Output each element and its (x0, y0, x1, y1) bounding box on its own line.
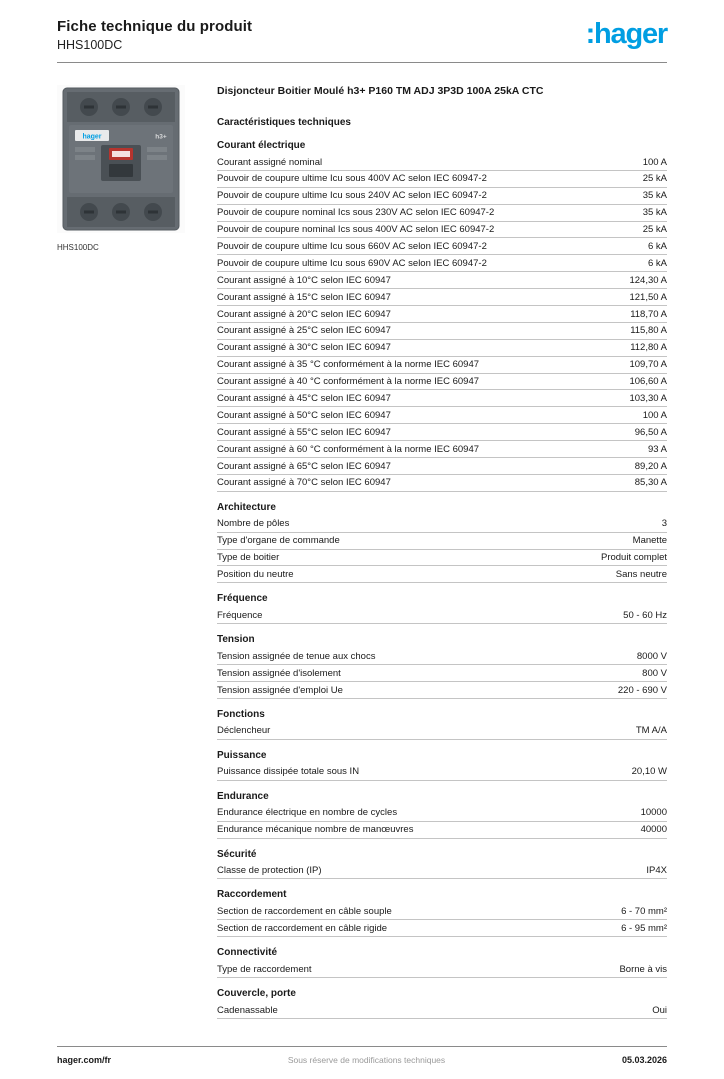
spec-value: 50 - 60 Hz (623, 609, 667, 621)
spec-label: Endurance mécanique nombre de manœuvres (217, 824, 414, 836)
spec-section (217, 699, 667, 740)
spec-label: Nombre de pôles (217, 518, 290, 530)
spec-row (217, 289, 667, 306)
spec-value: Manette (632, 535, 667, 547)
spec-value: 89,20 A (634, 460, 667, 472)
spec-label: Section de raccordement en câble souple (217, 905, 392, 917)
spec-label: Endurance électrique en nombre de cycles (217, 807, 398, 819)
spec-label: Courant assigné à 10°C selon IEC 60947 (217, 274, 391, 286)
footer-disclaimer: Sous réserve de modifications techniques (287, 1054, 446, 1065)
spec-value: 100 A (642, 409, 667, 421)
spec-section (217, 624, 667, 699)
section-title: Puissance (217, 749, 267, 761)
spec-row (217, 357, 667, 374)
spec-section (217, 492, 667, 584)
spec-sections (217, 138, 667, 1019)
spec-value: 800 V (642, 667, 667, 679)
section-title: Raccordement (217, 889, 287, 901)
spec-label: Section de raccordement en câble rigide (217, 922, 388, 934)
spec-row (217, 222, 667, 239)
spec-label: Position du neutre (217, 568, 294, 580)
spec-row (217, 306, 667, 323)
spec-label: Type de boitier (217, 552, 280, 564)
section-title: Couvercle, porte (217, 988, 296, 1000)
spec-row (217, 205, 667, 222)
spec-value: 93 A (647, 443, 667, 455)
spec-label: Pouvoir de coupure ultime Icu sous 240V AC selon IEC 60947-2 (217, 190, 487, 202)
spec-value: 35 kA (642, 190, 667, 202)
spec-label: Tension assignée de tenue aux chocs (217, 650, 376, 662)
spec-row (217, 682, 667, 699)
section-title: Connectivité (217, 947, 278, 959)
spec-row (217, 723, 667, 740)
spec-row (217, 863, 667, 880)
spec-value: 6 - 70 mm² (621, 905, 667, 917)
spec-value: 103,30 A (629, 392, 667, 404)
spec-label: Classe de protection (IP) (217, 865, 322, 876)
spec-value: Oui (652, 1004, 667, 1016)
spec-value: 35 kA (642, 207, 667, 219)
header-text-block (57, 18, 252, 52)
spec-row (217, 533, 667, 550)
spec-value: 20,10 W (631, 766, 667, 778)
spec-label: Courant assigné à 30°C selon IEC 60947 (217, 342, 391, 354)
spec-section (217, 740, 667, 781)
spec-value: 10000 (640, 807, 667, 819)
spec-row (217, 323, 667, 340)
spec-row (217, 1002, 667, 1019)
page-title: Fiche technique du produit (57, 18, 253, 35)
section-title: Architecture (217, 501, 276, 513)
spec-label: Courant assigné à 40 °C conformément à la norme IEC 60947 (217, 376, 480, 388)
spec-value: Sans neutre (615, 568, 667, 580)
spec-value: 124,30 A (629, 274, 667, 286)
spec-row (217, 441, 667, 458)
spec-label: Courant assigné à 25°C selon IEC 60947 (217, 325, 391, 337)
spec-row (217, 822, 667, 839)
spec-value: 109,70 A (629, 359, 667, 371)
spec-row (217, 665, 667, 682)
specifications-column (217, 85, 667, 1019)
section-title: Fréquence (217, 593, 268, 605)
spec-label: Courant assigné à 60 °C conformément à la norme IEC 60947 (217, 443, 480, 455)
page-footer (57, 1046, 667, 1065)
spec-value: 40000 (640, 824, 667, 836)
spec-label: Courant assigné à 20°C selon IEC 60947 (217, 308, 391, 320)
spec-value: 100 A (642, 156, 667, 168)
product-image (57, 85, 185, 233)
spec-label: Type d'organe de commande (217, 535, 340, 547)
spec-value: 220 - 690 V (617, 684, 667, 696)
spec-row (217, 171, 667, 188)
circuit-breaker-illustration (57, 85, 185, 233)
spec-row (217, 272, 667, 289)
spec-value: Borne à vis (619, 963, 667, 975)
footer-date: 05.03.2026 (621, 1054, 667, 1065)
spec-value: 121,50 A (629, 291, 667, 303)
spec-row (217, 238, 667, 255)
spec-row (217, 607, 667, 624)
spec-row (217, 648, 667, 665)
spec-label: Courant assigné à 45°C selon IEC 60947 (217, 392, 391, 404)
spec-row (217, 255, 667, 272)
spec-label: Pouvoir de coupure ultime Icu sous 660V AC selon IEC 60947-2 (217, 240, 487, 252)
content-area (57, 85, 667, 1019)
spec-value: 85,30 A (634, 477, 667, 489)
spec-label: Tension assignée d'isolement (217, 667, 341, 679)
spec-label: Puissance dissipée totale sous IN (217, 766, 360, 778)
footer-website: hager.com/fr (57, 1054, 112, 1065)
spec-label: Courant assigné à 50°C selon IEC 60947 (217, 409, 391, 421)
spec-label: Déclencheur (217, 725, 271, 737)
spec-label: Courant assigné à 55°C selon IEC 60947 (217, 426, 391, 438)
hager-logo: :hager (585, 18, 667, 50)
spec-value: 115,80 A (630, 325, 667, 337)
section-title: Fonctions (217, 708, 265, 720)
spec-row (217, 458, 667, 475)
spec-label: Courant assigné à 35 °C conformément à la norme IEC 60947 (217, 359, 480, 371)
section-title: Sécurité (217, 848, 257, 860)
spec-value: 6 kA (647, 240, 667, 252)
spec-label: Courant assigné à 65°C selon IEC 60947 (217, 460, 391, 472)
spec-value: IP4X (646, 865, 667, 876)
spec-row (217, 566, 667, 583)
spec-label: Courant assigné nominal (217, 156, 323, 168)
spec-section (217, 839, 667, 880)
section-title: Tension (217, 634, 255, 646)
spec-row (217, 390, 667, 407)
spec-label: Pouvoir de coupure nominal Ics sous 400V AC selon IEC 60947-2 (217, 224, 495, 236)
spec-value: 6 kA (647, 257, 667, 269)
spec-value: 96,50 A (634, 426, 667, 438)
spec-value: 8000 V (636, 650, 667, 662)
spec-label: Pouvoir de coupure nominal Ics sous 230V AC selon IEC 60947-2 (217, 207, 495, 219)
product-image-caption: HHS100DC (57, 243, 99, 252)
spec-row (217, 516, 667, 533)
spec-row (217, 550, 667, 567)
spec-label: Cadenassable (217, 1004, 278, 1016)
product-image-column (57, 85, 185, 1019)
spec-value: 3 (661, 518, 667, 530)
product-reference: HHS100DC (57, 38, 123, 52)
spec-row (217, 188, 667, 205)
spec-row (217, 374, 667, 391)
spec-value: TM A/A (635, 725, 667, 737)
svg-text:h3+: h3+ (155, 133, 167, 141)
spec-value: 112,80 A (630, 342, 667, 354)
section-title: Endurance (217, 790, 269, 802)
page-header (57, 18, 667, 63)
spec-value: 6 - 95 mm² (621, 922, 667, 934)
spec-label: Courant assigné à 15°C selon IEC 60947 (217, 291, 391, 303)
spec-value: 25 kA (642, 173, 667, 185)
spec-label: Pouvoir de coupure ultime Icu sous 400V AC selon IEC 60947-2 (217, 173, 487, 185)
spec-row (217, 903, 667, 920)
spec-row (217, 764, 667, 781)
spec-label: Courant assigné à 70°C selon IEC 60947 (217, 477, 391, 489)
spec-value: Produit complet (600, 552, 667, 564)
spec-section (217, 937, 667, 978)
spec-section (217, 879, 667, 937)
spec-section (217, 138, 667, 492)
spec-value: 118,70 A (630, 308, 667, 320)
product-title: Disjoncteur Boitier Moulé h3+ P160 TM ADJ 3P3D 100A 25kA CTC (217, 85, 544, 97)
section-title: Courant électrique (217, 140, 306, 151)
characteristics-heading: Caractéristiques techniques (217, 117, 351, 128)
spec-row (217, 475, 667, 492)
spec-row (217, 424, 667, 441)
spec-section (217, 583, 667, 624)
spec-row (217, 154, 667, 171)
spec-label: Pouvoir de coupure ultime Icu sous 690V AC selon IEC 60947-2 (217, 257, 487, 269)
spec-value: 25 kA (642, 224, 667, 236)
spec-label: Tension assignée d'emploi Ue (217, 684, 343, 696)
svg-text:hager: hager (82, 133, 102, 141)
spec-label: Fréquence (217, 609, 263, 621)
spec-row (217, 920, 667, 937)
spec-label: Type de raccordement (217, 963, 312, 975)
spec-row (217, 340, 667, 357)
spec-section (217, 781, 667, 839)
spec-value: 106,60 A (629, 376, 667, 388)
spec-row (217, 407, 667, 424)
spec-row (217, 961, 667, 978)
spec-section (217, 978, 667, 1019)
spec-row (217, 805, 667, 822)
